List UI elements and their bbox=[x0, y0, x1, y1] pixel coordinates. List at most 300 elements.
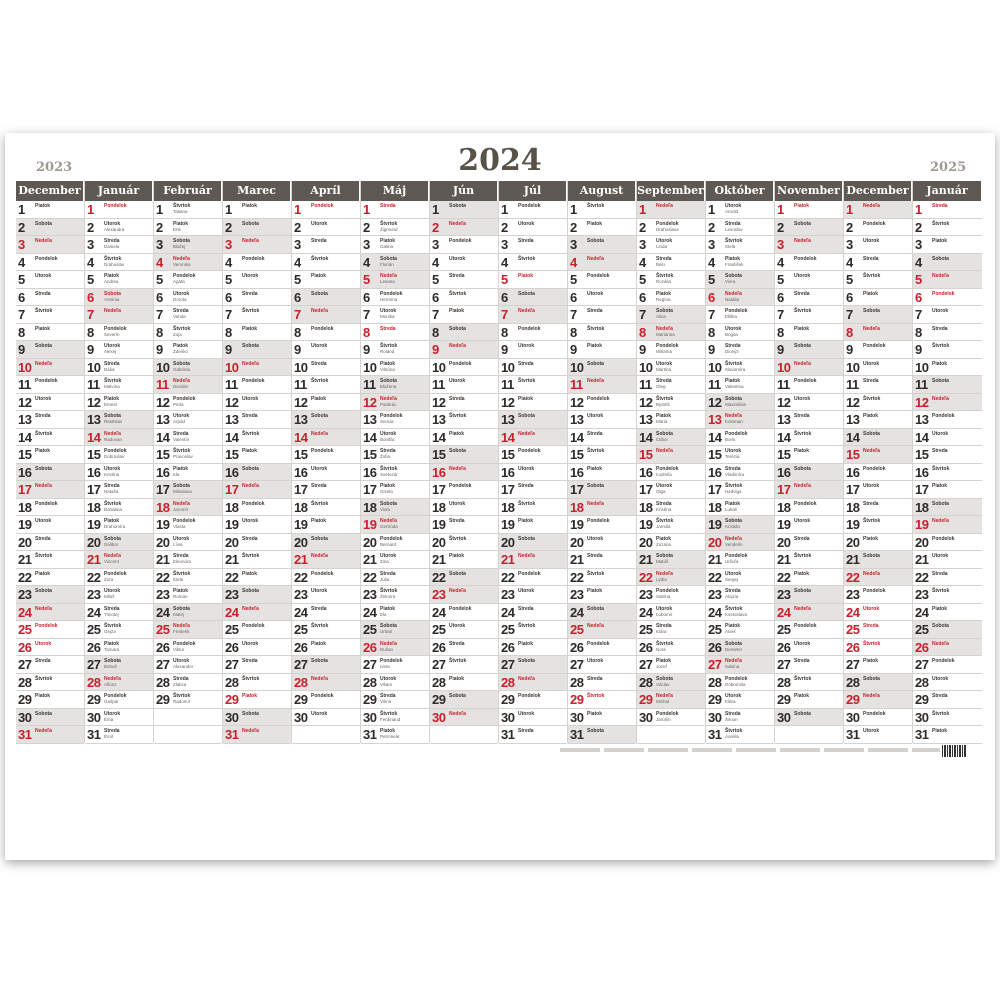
weekday-label: Utorok bbox=[863, 360, 880, 367]
day-cell bbox=[775, 464, 843, 482]
weekday-label: Sobota bbox=[656, 553, 673, 559]
weekday-label: Pondelok bbox=[587, 395, 610, 402]
nameday-label: Frederik bbox=[173, 629, 190, 634]
day-cell bbox=[706, 341, 774, 359]
weekday-label: Štvrtok bbox=[656, 273, 674, 279]
weekday-label: Piatok bbox=[35, 448, 51, 454]
day-cell bbox=[913, 674, 982, 692]
weekday-label: Sobota bbox=[518, 413, 535, 419]
weekday-label: Pondelok bbox=[449, 605, 472, 612]
day-cell bbox=[706, 254, 774, 272]
day-cell bbox=[223, 639, 291, 657]
day-number: 4 bbox=[570, 254, 577, 270]
day-cell bbox=[568, 324, 636, 342]
weekday-label: Piatok bbox=[656, 658, 672, 664]
day-cell bbox=[844, 621, 912, 639]
weekday-label: Pondelok bbox=[35, 500, 58, 507]
day-number: 20 bbox=[363, 534, 377, 550]
weekday-label: Štvrtok bbox=[725, 483, 743, 489]
empty-day-cell bbox=[775, 726, 843, 744]
day-cell bbox=[637, 481, 705, 499]
day-number: 7 bbox=[363, 307, 370, 322]
day-number: 10 bbox=[432, 359, 446, 375]
day-cell bbox=[913, 499, 982, 517]
day-number: 11 bbox=[156, 377, 169, 392]
weekday-label: Streda bbox=[242, 413, 258, 419]
day-number: 28 bbox=[777, 674, 791, 690]
weekday-label: Streda bbox=[794, 290, 810, 297]
weekday-label: Pondelok bbox=[104, 325, 127, 332]
month-header: Január bbox=[85, 181, 153, 201]
day-cell bbox=[430, 306, 498, 324]
day-cell bbox=[706, 446, 774, 464]
day-number: 2 bbox=[777, 219, 784, 235]
day-cell bbox=[154, 569, 222, 587]
day-cell bbox=[844, 446, 912, 464]
day-cell bbox=[637, 254, 705, 272]
day-number: 8 bbox=[777, 324, 784, 340]
day-cell bbox=[775, 499, 843, 517]
day-cell bbox=[361, 376, 429, 394]
day-cell bbox=[913, 709, 982, 727]
weekday-label: Utorok bbox=[725, 570, 742, 577]
day-cell bbox=[154, 429, 222, 447]
day-cell bbox=[292, 201, 360, 219]
day-number: 11 bbox=[18, 377, 31, 392]
month-column bbox=[85, 181, 154, 743]
day-cell bbox=[361, 254, 429, 272]
weekday-label: Streda bbox=[863, 255, 879, 262]
nameday-label: Alexander bbox=[173, 664, 194, 669]
day-number: 24 bbox=[639, 604, 653, 620]
day-number: 6 bbox=[846, 289, 853, 305]
day-cell bbox=[16, 376, 84, 394]
weekday-label: Piatok bbox=[449, 675, 465, 682]
day-cell bbox=[292, 254, 360, 272]
day-cell bbox=[499, 219, 567, 237]
weekday-label: Streda bbox=[932, 448, 948, 454]
day-cell bbox=[775, 586, 843, 604]
weekday-label: Pondelok bbox=[35, 255, 58, 262]
day-number: 24 bbox=[18, 604, 32, 620]
day-cell bbox=[154, 306, 222, 324]
nameday-label: Gertrúda bbox=[380, 524, 398, 529]
weekday-label: Sobota bbox=[380, 378, 397, 384]
day-cell bbox=[499, 359, 567, 377]
day-cell bbox=[154, 481, 222, 499]
day-cell bbox=[292, 674, 360, 692]
weekday-label: Streda bbox=[932, 203, 948, 209]
day-number: 26 bbox=[708, 639, 722, 655]
day-number: 25 bbox=[915, 622, 929, 637]
day-number: 28 bbox=[570, 674, 584, 690]
day-number: 10 bbox=[570, 359, 584, 375]
day-cell bbox=[637, 586, 705, 604]
day-number: 18 bbox=[87, 499, 101, 515]
day-number: 3 bbox=[639, 237, 646, 252]
day-number: 30 bbox=[432, 709, 446, 725]
day-cell bbox=[85, 411, 153, 429]
weekday-label: Nedeľa bbox=[863, 570, 880, 577]
day-cell bbox=[775, 674, 843, 692]
day-cell bbox=[430, 586, 498, 604]
weekday-label: Nedeľa bbox=[380, 273, 397, 279]
day-number: 10 bbox=[708, 359, 722, 375]
day-number: 24 bbox=[294, 604, 308, 620]
day-cell bbox=[16, 551, 84, 569]
day-number: 19 bbox=[777, 517, 791, 532]
weekday-label: Piatok bbox=[173, 465, 189, 472]
weekday-label: Piatok bbox=[242, 203, 258, 209]
day-number: 12 bbox=[363, 394, 377, 410]
day-number: 12 bbox=[87, 394, 101, 410]
weekday-label: Sobota bbox=[242, 465, 259, 472]
nameday-label: Rozália bbox=[656, 279, 672, 284]
nameday-label: Levoslav bbox=[725, 226, 743, 232]
day-number: 30 bbox=[363, 709, 377, 725]
nameday-label: Matúš bbox=[656, 559, 669, 564]
nameday-label: Arnold bbox=[725, 209, 739, 214]
nameday-label: Slavomíra bbox=[725, 366, 746, 372]
day-cell bbox=[430, 429, 498, 447]
day-cell bbox=[844, 394, 912, 412]
weekday-label: Pondelok bbox=[518, 325, 541, 332]
day-number: 31 bbox=[225, 727, 239, 742]
weekday-label: Utorok bbox=[794, 518, 811, 524]
nameday-label: Veronika bbox=[173, 261, 191, 267]
day-number: 10 bbox=[501, 359, 515, 375]
weekday-label: Streda bbox=[794, 535, 810, 542]
day-number: 14 bbox=[18, 429, 32, 445]
day-cell bbox=[361, 586, 429, 604]
day-number: 28 bbox=[225, 674, 239, 690]
day-cell bbox=[844, 254, 912, 272]
day-number: 27 bbox=[777, 657, 791, 672]
weekday-label: Streda bbox=[380, 325, 396, 332]
weekday-label: Štvrtok bbox=[794, 675, 812, 682]
day-number: 20 bbox=[432, 534, 446, 550]
nameday-label: Gizela bbox=[380, 489, 393, 494]
weekday-label: Utorok bbox=[311, 710, 328, 717]
nameday-label: Regína bbox=[656, 296, 671, 302]
day-cell bbox=[223, 516, 291, 534]
weekday-label: Pondelok bbox=[656, 710, 679, 717]
weekday-label: Utorok bbox=[104, 588, 121, 594]
weekday-label: Utorok bbox=[104, 465, 121, 472]
weekday-label: Piatok bbox=[794, 570, 810, 577]
day-cell bbox=[775, 376, 843, 394]
day-number: 23 bbox=[363, 587, 377, 602]
day-number: 18 bbox=[777, 499, 791, 515]
day-number: 9 bbox=[639, 342, 646, 357]
day-number: 17 bbox=[363, 482, 377, 497]
day-number: 3 bbox=[777, 237, 784, 252]
weekday-label: Nedeľa bbox=[932, 273, 949, 279]
day-number: 27 bbox=[225, 657, 239, 672]
weekday-label: Utorok bbox=[587, 413, 604, 419]
weekday-label: Štvrtok bbox=[725, 728, 743, 734]
day-number: 14 bbox=[225, 429, 239, 445]
weekday-label: Utorok bbox=[173, 413, 190, 419]
nameday-label: Dionýz bbox=[725, 349, 739, 354]
weekday-label: Streda bbox=[863, 623, 879, 629]
weekday-label: Štvrtok bbox=[725, 238, 743, 244]
day-number: 13 bbox=[915, 412, 929, 427]
day-cell bbox=[568, 726, 636, 744]
day-number: 2 bbox=[363, 219, 370, 235]
day-number: 16 bbox=[363, 464, 377, 480]
day-cell bbox=[223, 726, 291, 744]
day-cell bbox=[637, 376, 705, 394]
month-column bbox=[775, 181, 844, 743]
weekday-label: Streda bbox=[380, 203, 396, 209]
weekday-label: Pondelok bbox=[311, 693, 334, 699]
day-cell bbox=[292, 376, 360, 394]
day-cell bbox=[361, 709, 429, 727]
day-cell bbox=[154, 219, 222, 237]
day-cell bbox=[844, 516, 912, 534]
day-cell bbox=[85, 254, 153, 272]
day-number: 10 bbox=[18, 359, 32, 375]
day-number: 31 bbox=[87, 727, 101, 742]
day-number: 4 bbox=[432, 254, 439, 270]
day-number: 18 bbox=[18, 499, 32, 515]
nameday-label: Sergej bbox=[725, 576, 739, 582]
day-number: 5 bbox=[639, 272, 646, 287]
day-number: 14 bbox=[432, 429, 446, 445]
weekday-label: Štvrtok bbox=[863, 518, 881, 524]
weekday-label: Streda bbox=[35, 658, 51, 664]
day-number: 29 bbox=[570, 692, 584, 707]
weekday-label: Pondelok bbox=[656, 343, 679, 349]
day-cell bbox=[223, 534, 291, 552]
day-number: 13 bbox=[87, 412, 101, 427]
day-number: 3 bbox=[18, 237, 25, 252]
weekday-label: Piatok bbox=[725, 255, 741, 262]
weekday-label: Štvrtok bbox=[587, 570, 605, 577]
nameday-label: Blažena bbox=[380, 384, 397, 389]
day-cell bbox=[775, 639, 843, 657]
day-number: 18 bbox=[708, 499, 722, 515]
day-cell bbox=[568, 569, 636, 587]
weekday-label: Streda bbox=[932, 693, 948, 699]
weekday-label: Sobota bbox=[932, 500, 949, 507]
day-number: 20 bbox=[87, 534, 101, 550]
day-cell bbox=[16, 534, 84, 552]
day-number: 28 bbox=[156, 674, 170, 690]
day-number: 16 bbox=[87, 464, 101, 480]
day-cell bbox=[637, 516, 705, 534]
day-number: 6 bbox=[915, 289, 922, 305]
day-number: 18 bbox=[156, 499, 170, 515]
weekday-label: Nedeľa bbox=[173, 500, 190, 507]
day-cell bbox=[499, 604, 567, 622]
day-number: 3 bbox=[846, 237, 853, 252]
weekday-label: Piatok bbox=[104, 640, 120, 647]
nameday-label: Žigmund bbox=[380, 226, 398, 232]
day-cell bbox=[361, 464, 429, 482]
day-number: 16 bbox=[225, 464, 239, 480]
day-cell bbox=[361, 341, 429, 359]
day-number: 11 bbox=[294, 377, 307, 392]
day-cell bbox=[430, 236, 498, 254]
weekday-label: Pondelok bbox=[104, 570, 127, 577]
nameday-label: Dobromila bbox=[725, 681, 746, 687]
day-number: 20 bbox=[501, 534, 515, 550]
day-cell bbox=[568, 289, 636, 307]
weekday-label: Sobota bbox=[449, 570, 466, 577]
nameday-label: Bernard bbox=[380, 541, 397, 547]
day-cell bbox=[637, 324, 705, 342]
nameday-label: Alexandra bbox=[104, 226, 125, 232]
day-cell bbox=[154, 551, 222, 569]
day-cell bbox=[775, 656, 843, 674]
weekday-label: Utorok bbox=[863, 483, 880, 489]
weekday-label: Štvrtok bbox=[794, 430, 812, 437]
day-cell bbox=[844, 411, 912, 429]
day-number: 23 bbox=[501, 587, 515, 602]
day-number: 5 bbox=[18, 272, 25, 287]
day-cell bbox=[499, 236, 567, 254]
day-number: 24 bbox=[432, 604, 446, 620]
nameday-label: Radomír bbox=[173, 699, 191, 704]
day-cell bbox=[706, 534, 774, 552]
day-cell bbox=[154, 324, 222, 342]
nameday-label: Aurélia bbox=[725, 734, 740, 739]
day-cell bbox=[154, 271, 222, 289]
day-number: 7 bbox=[18, 307, 25, 322]
nameday-label: Eleonóra bbox=[173, 559, 192, 564]
day-number: 21 bbox=[225, 552, 239, 567]
day-cell bbox=[223, 324, 291, 342]
day-cell bbox=[223, 429, 291, 447]
day-cell bbox=[568, 394, 636, 412]
day-cell bbox=[154, 411, 222, 429]
nameday-label: Kristína bbox=[656, 506, 672, 512]
weekday-label: Streda bbox=[725, 343, 741, 349]
day-number: 16 bbox=[570, 464, 584, 480]
day-number: 29 bbox=[639, 692, 653, 707]
day-cell bbox=[154, 656, 222, 674]
day-cell bbox=[223, 236, 291, 254]
day-number: 27 bbox=[18, 657, 32, 672]
day-number: 6 bbox=[225, 289, 232, 305]
day-number: 9 bbox=[156, 342, 163, 357]
day-number: 5 bbox=[87, 272, 94, 287]
weekday-label: Streda bbox=[173, 553, 189, 559]
day-cell bbox=[913, 411, 982, 429]
weekday-label: Streda bbox=[725, 710, 741, 717]
day-cell bbox=[292, 289, 360, 307]
day-number: 8 bbox=[570, 324, 577, 340]
weekday-label: Nedeľa bbox=[587, 255, 604, 262]
day-number: 19 bbox=[363, 517, 377, 532]
weekday-label: Streda bbox=[656, 378, 672, 384]
weekday-label: Nedeľa bbox=[863, 693, 880, 699]
day-cell bbox=[775, 271, 843, 289]
day-number: 14 bbox=[156, 429, 170, 445]
day-cell bbox=[637, 674, 705, 692]
day-cell bbox=[568, 691, 636, 709]
day-number: 4 bbox=[915, 254, 922, 270]
day-cell bbox=[499, 534, 567, 552]
nameday-label: Miloslava bbox=[173, 489, 192, 494]
nameday-label: Jaromír bbox=[173, 506, 189, 512]
day-number: 11 bbox=[87, 377, 100, 392]
day-number: 30 bbox=[87, 709, 101, 725]
nameday-label: Mária bbox=[656, 419, 668, 424]
weekday-label: Nedeľa bbox=[932, 518, 949, 524]
day-cell bbox=[913, 254, 982, 272]
day-number: 2 bbox=[639, 219, 646, 235]
day-cell bbox=[85, 464, 153, 482]
weekday-label: Štvrtok bbox=[104, 500, 122, 507]
day-cell bbox=[292, 551, 360, 569]
day-number: 7 bbox=[570, 307, 577, 322]
day-cell bbox=[361, 499, 429, 517]
day-number: 13 bbox=[363, 412, 377, 427]
day-number: 1 bbox=[18, 202, 25, 217]
weekday-label: Sobota bbox=[587, 728, 604, 734]
day-cell bbox=[361, 429, 429, 447]
day-cell bbox=[361, 359, 429, 377]
day-number: 1 bbox=[501, 202, 508, 217]
day-number: 21 bbox=[846, 552, 860, 567]
weekday-label: Štvrtok bbox=[518, 255, 536, 262]
nameday-label: Petronela bbox=[380, 734, 400, 739]
nameday-label: Perla bbox=[173, 401, 184, 407]
day-cell bbox=[154, 604, 222, 622]
weekday-label: Sobota bbox=[104, 535, 121, 542]
weekday-label: Pondelok bbox=[587, 273, 610, 279]
weekday-label: Nedeľa bbox=[104, 430, 121, 437]
day-number: 4 bbox=[18, 254, 25, 270]
day-number: 13 bbox=[294, 412, 308, 427]
day-number: 7 bbox=[294, 307, 301, 322]
nameday-label: Drahoslav bbox=[104, 261, 125, 267]
day-number: 29 bbox=[501, 692, 515, 707]
day-cell bbox=[775, 621, 843, 639]
weekday-label: Štvrtok bbox=[380, 465, 398, 472]
day-number: 3 bbox=[156, 237, 163, 252]
day-number: 8 bbox=[432, 324, 439, 340]
day-number: 14 bbox=[570, 429, 584, 445]
empty-day-cell bbox=[154, 709, 222, 727]
day-cell bbox=[85, 306, 153, 324]
weekday-label: Nedeľa bbox=[587, 378, 604, 384]
day-cell bbox=[706, 551, 774, 569]
day-number: 30 bbox=[639, 709, 653, 725]
day-cell bbox=[499, 306, 567, 324]
day-cell bbox=[568, 499, 636, 517]
weekday-label: Nedeľa bbox=[35, 238, 52, 244]
weekday-label: Streda bbox=[863, 500, 879, 507]
day-number: 27 bbox=[846, 657, 860, 672]
weekday-label: Sobota bbox=[932, 623, 949, 629]
empty-day-cell bbox=[292, 726, 360, 744]
day-cell bbox=[16, 516, 84, 534]
nameday-label: Lukáš bbox=[725, 506, 738, 512]
day-cell bbox=[844, 709, 912, 727]
day-cell bbox=[637, 219, 705, 237]
day-cell bbox=[913, 481, 982, 499]
day-cell bbox=[499, 639, 567, 657]
day-number: 11 bbox=[846, 377, 859, 392]
day-cell bbox=[637, 446, 705, 464]
nameday-label: Viktória bbox=[380, 366, 395, 372]
day-number: 22 bbox=[915, 569, 929, 585]
day-number: 30 bbox=[294, 709, 308, 725]
